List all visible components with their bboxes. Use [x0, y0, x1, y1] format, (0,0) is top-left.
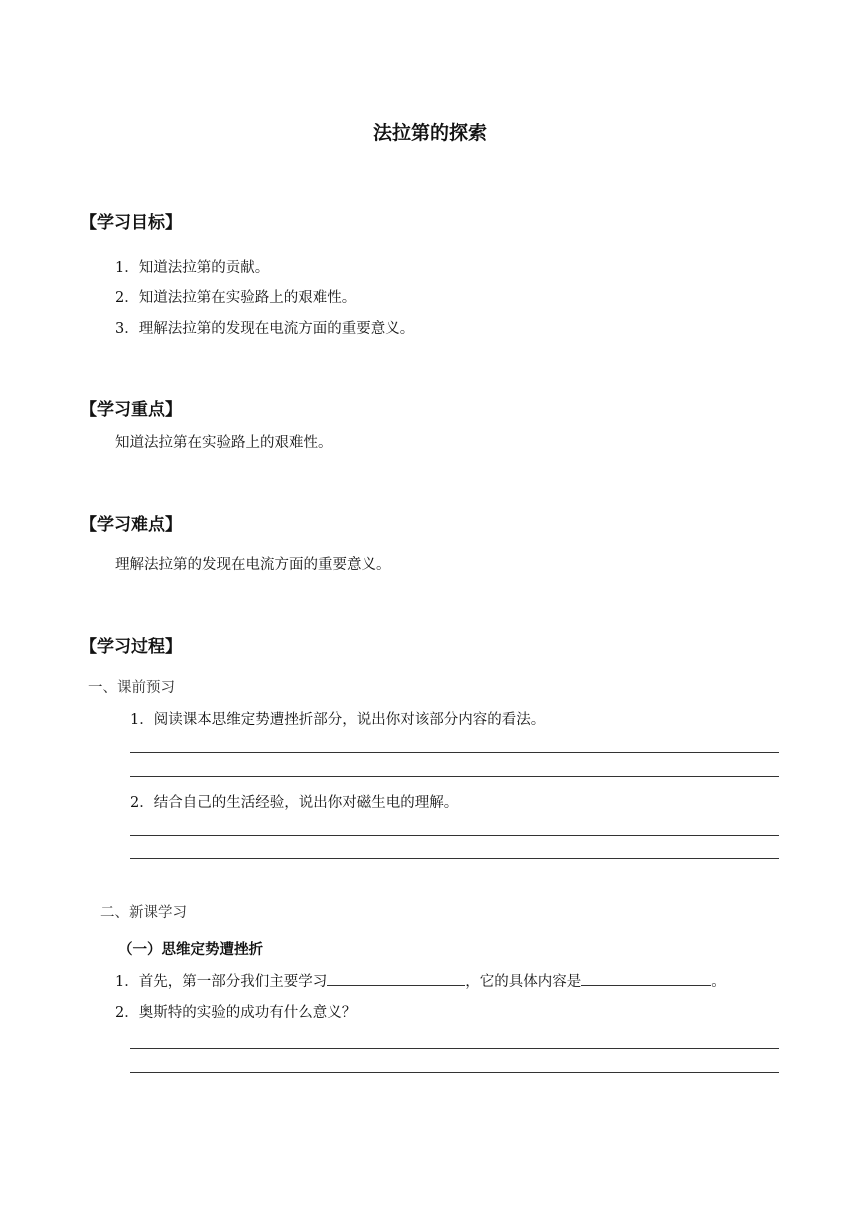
preview-question-2: 2．结合自己的生活经验，说出你对磁生电的理解。: [130, 795, 459, 811]
question-text: 1．首先，第一部分我们主要学习: [115, 974, 328, 990]
objective-item-3: 3．理解法拉第的发现在电流方面的重要意义。: [115, 321, 415, 337]
answer-line[interactable]: [130, 858, 779, 859]
preview-question-1: 1．阅读课本思维定势遭挫折部分，说出你对该部分内容的看法。: [130, 712, 546, 728]
fill-blank[interactable]: [327, 971, 465, 986]
preview-label: 一、课前预习: [88, 680, 175, 696]
objective-item-2: 2．知道法拉第在实验路上的艰难性。: [115, 290, 357, 306]
process-heading: 【学习过程】: [80, 637, 182, 657]
key-points-heading: 【学习重点】: [80, 400, 182, 420]
answer-line[interactable]: [130, 752, 779, 753]
difficulties-heading: 【学习难点】: [80, 515, 182, 535]
difficulties-text: 理解法拉第的发现在电流方面的重要意义。: [115, 557, 391, 573]
objectives-heading: 【学习目标】: [80, 213, 182, 233]
fill-blank[interactable]: [581, 971, 711, 986]
question-text: ，它的具体内容是: [465, 974, 582, 990]
answer-line[interactable]: [130, 1072, 779, 1073]
new-lesson-question-2: 2．奥斯特的实验的成功有什么意义？: [115, 1005, 357, 1021]
objective-item-1: 1．知道法拉第的贡献。: [115, 260, 270, 276]
answer-line[interactable]: [130, 835, 779, 836]
new-lesson-label: 二、新课学习: [100, 905, 187, 921]
fill-in-question-1: [115, 970, 726, 991]
subsection-heading: （一）思维定势遭挫折: [118, 942, 263, 958]
question-text: 。: [711, 974, 726, 990]
answer-line[interactable]: [130, 776, 779, 777]
page-title: 法拉第的探索: [372, 122, 487, 144]
key-points-text: 知道法拉第在实验路上的艰难性。: [115, 435, 333, 451]
answer-line[interactable]: [130, 1048, 779, 1049]
